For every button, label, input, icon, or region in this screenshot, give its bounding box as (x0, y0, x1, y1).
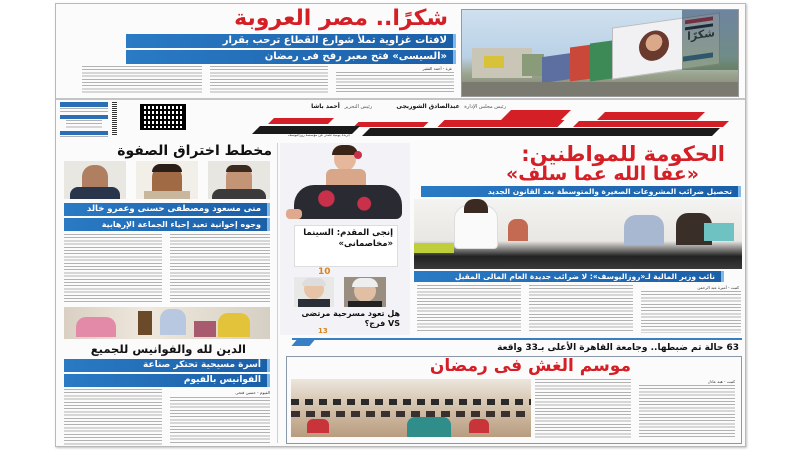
left-bottom-text-col-2 (170, 397, 270, 445)
main-subhead: تحصيل ضرائب المشروعات الصغيرة والمتوسطة بعد القانون الجديد (421, 186, 741, 197)
photo-man-white-hair (344, 277, 386, 307)
lantern-photo (64, 307, 270, 339)
left-top-story (60, 143, 276, 303)
bottom-text-col-2 (535, 379, 631, 439)
left-bottom-headline: الدين لله والفوانيس للجميع (90, 342, 246, 356)
left-top-text-col-2 (170, 234, 270, 302)
left-top-text-col-1 (64, 234, 162, 302)
editor-label: رئيس التحرير (344, 104, 373, 110)
top-subhead-1: لافتات غزاوية تملأ شوارع القطاع ترحب بقرار (126, 34, 456, 48)
top-headline: شكرًا.. مصر العروبة (234, 6, 448, 31)
main-caption-bar: نائب وزير المالية لـ«روزاليوسف»: لا ضرائب جديدة العام المالى المقبل (414, 271, 724, 282)
bottom-text-col-1 (639, 385, 735, 439)
left-bottom-subhead-2: الفوانيس بالفيوم (64, 374, 270, 387)
main-headline-1: الحكومة للمواطنين: (521, 142, 725, 166)
main-text-col-2 (529, 285, 633, 333)
left-bottom-subhead-1: أسرة مسيحية تحتكر صناعة (64, 359, 270, 372)
feature1-title: إنجى المقدم: السينما «مخاصمانى» (303, 228, 393, 249)
left-top-subhead-2: وجوه إخوانية تعيد إحياء الجماعة الإرهابية (64, 218, 270, 231)
photo-person-2 (136, 161, 198, 199)
newspaper-front-page (55, 3, 746, 447)
top-text-col-3 (82, 66, 202, 94)
center-column (280, 143, 410, 335)
bottom-headline: موسم الغش فى رمضان (429, 356, 631, 376)
tax-office-photo (414, 199, 742, 269)
top-subhead-2: «السيسى» فتح معبر رفح فى رمضان (126, 50, 456, 64)
qr-code[interactable] (140, 104, 186, 130)
feature2-title[interactable]: هل تعود مسرحية مرتضى VS فرج؟ (301, 309, 400, 328)
editor-name: أحمد باشا (311, 103, 340, 110)
left-top-headline: مخطط اختراق الصفوة (117, 143, 272, 159)
feature1-box[interactable] (294, 225, 398, 267)
main-byline: كتبت - أميرة عبد الرحمن (697, 285, 739, 290)
top-text-col-1 (336, 72, 454, 94)
bottom-kicker: 63 حالة تم ضبطها.. وجامعة القاهرة الأعلى بـ33 واقعة (497, 343, 739, 353)
bottom-byline: كتبت - هبة عادل (707, 379, 735, 384)
left-bottom-byline: الفيوم - حسين فتحى (235, 390, 270, 395)
chairman-label: رئيس مجلس الإدارة (464, 104, 506, 110)
main-text-col-3 (417, 285, 521, 333)
left-bottom-text-col-1 (64, 389, 162, 445)
photo-person-3 (208, 161, 270, 199)
bottom-story (280, 336, 745, 446)
photo-person-1 (64, 161, 126, 199)
feature2-page: 13 (318, 327, 328, 335)
top-byline: غزة - أحمد الفقير (422, 66, 452, 71)
photo-man-old (294, 277, 334, 307)
main-headline-2: «عفا الله عما سلف» (505, 163, 699, 185)
top-story-photo (461, 9, 739, 97)
column-rule (277, 143, 278, 443)
main-text-col-1 (641, 291, 741, 333)
billboard-portrait (639, 29, 669, 63)
barcode-vertical (112, 102, 117, 136)
actress-photo (284, 143, 406, 225)
left-top-subhead-1: منى مسعود ومصطفى حسنى وعمرو خالد (64, 203, 270, 216)
chairman-name: عبدالصادق الشوربجى (396, 103, 460, 110)
feature1-page: 10 (318, 267, 331, 277)
top-story (60, 6, 458, 96)
masthead-tagline: جريدة يومية تصدر عن مؤسسة روزاليوسف (288, 133, 351, 137)
info-boxes (60, 102, 108, 138)
masthead (56, 100, 746, 142)
top-text-col-2 (210, 66, 328, 94)
main-story (412, 143, 745, 335)
left-bottom-story (60, 305, 276, 447)
exam-hall-photo (291, 379, 531, 437)
